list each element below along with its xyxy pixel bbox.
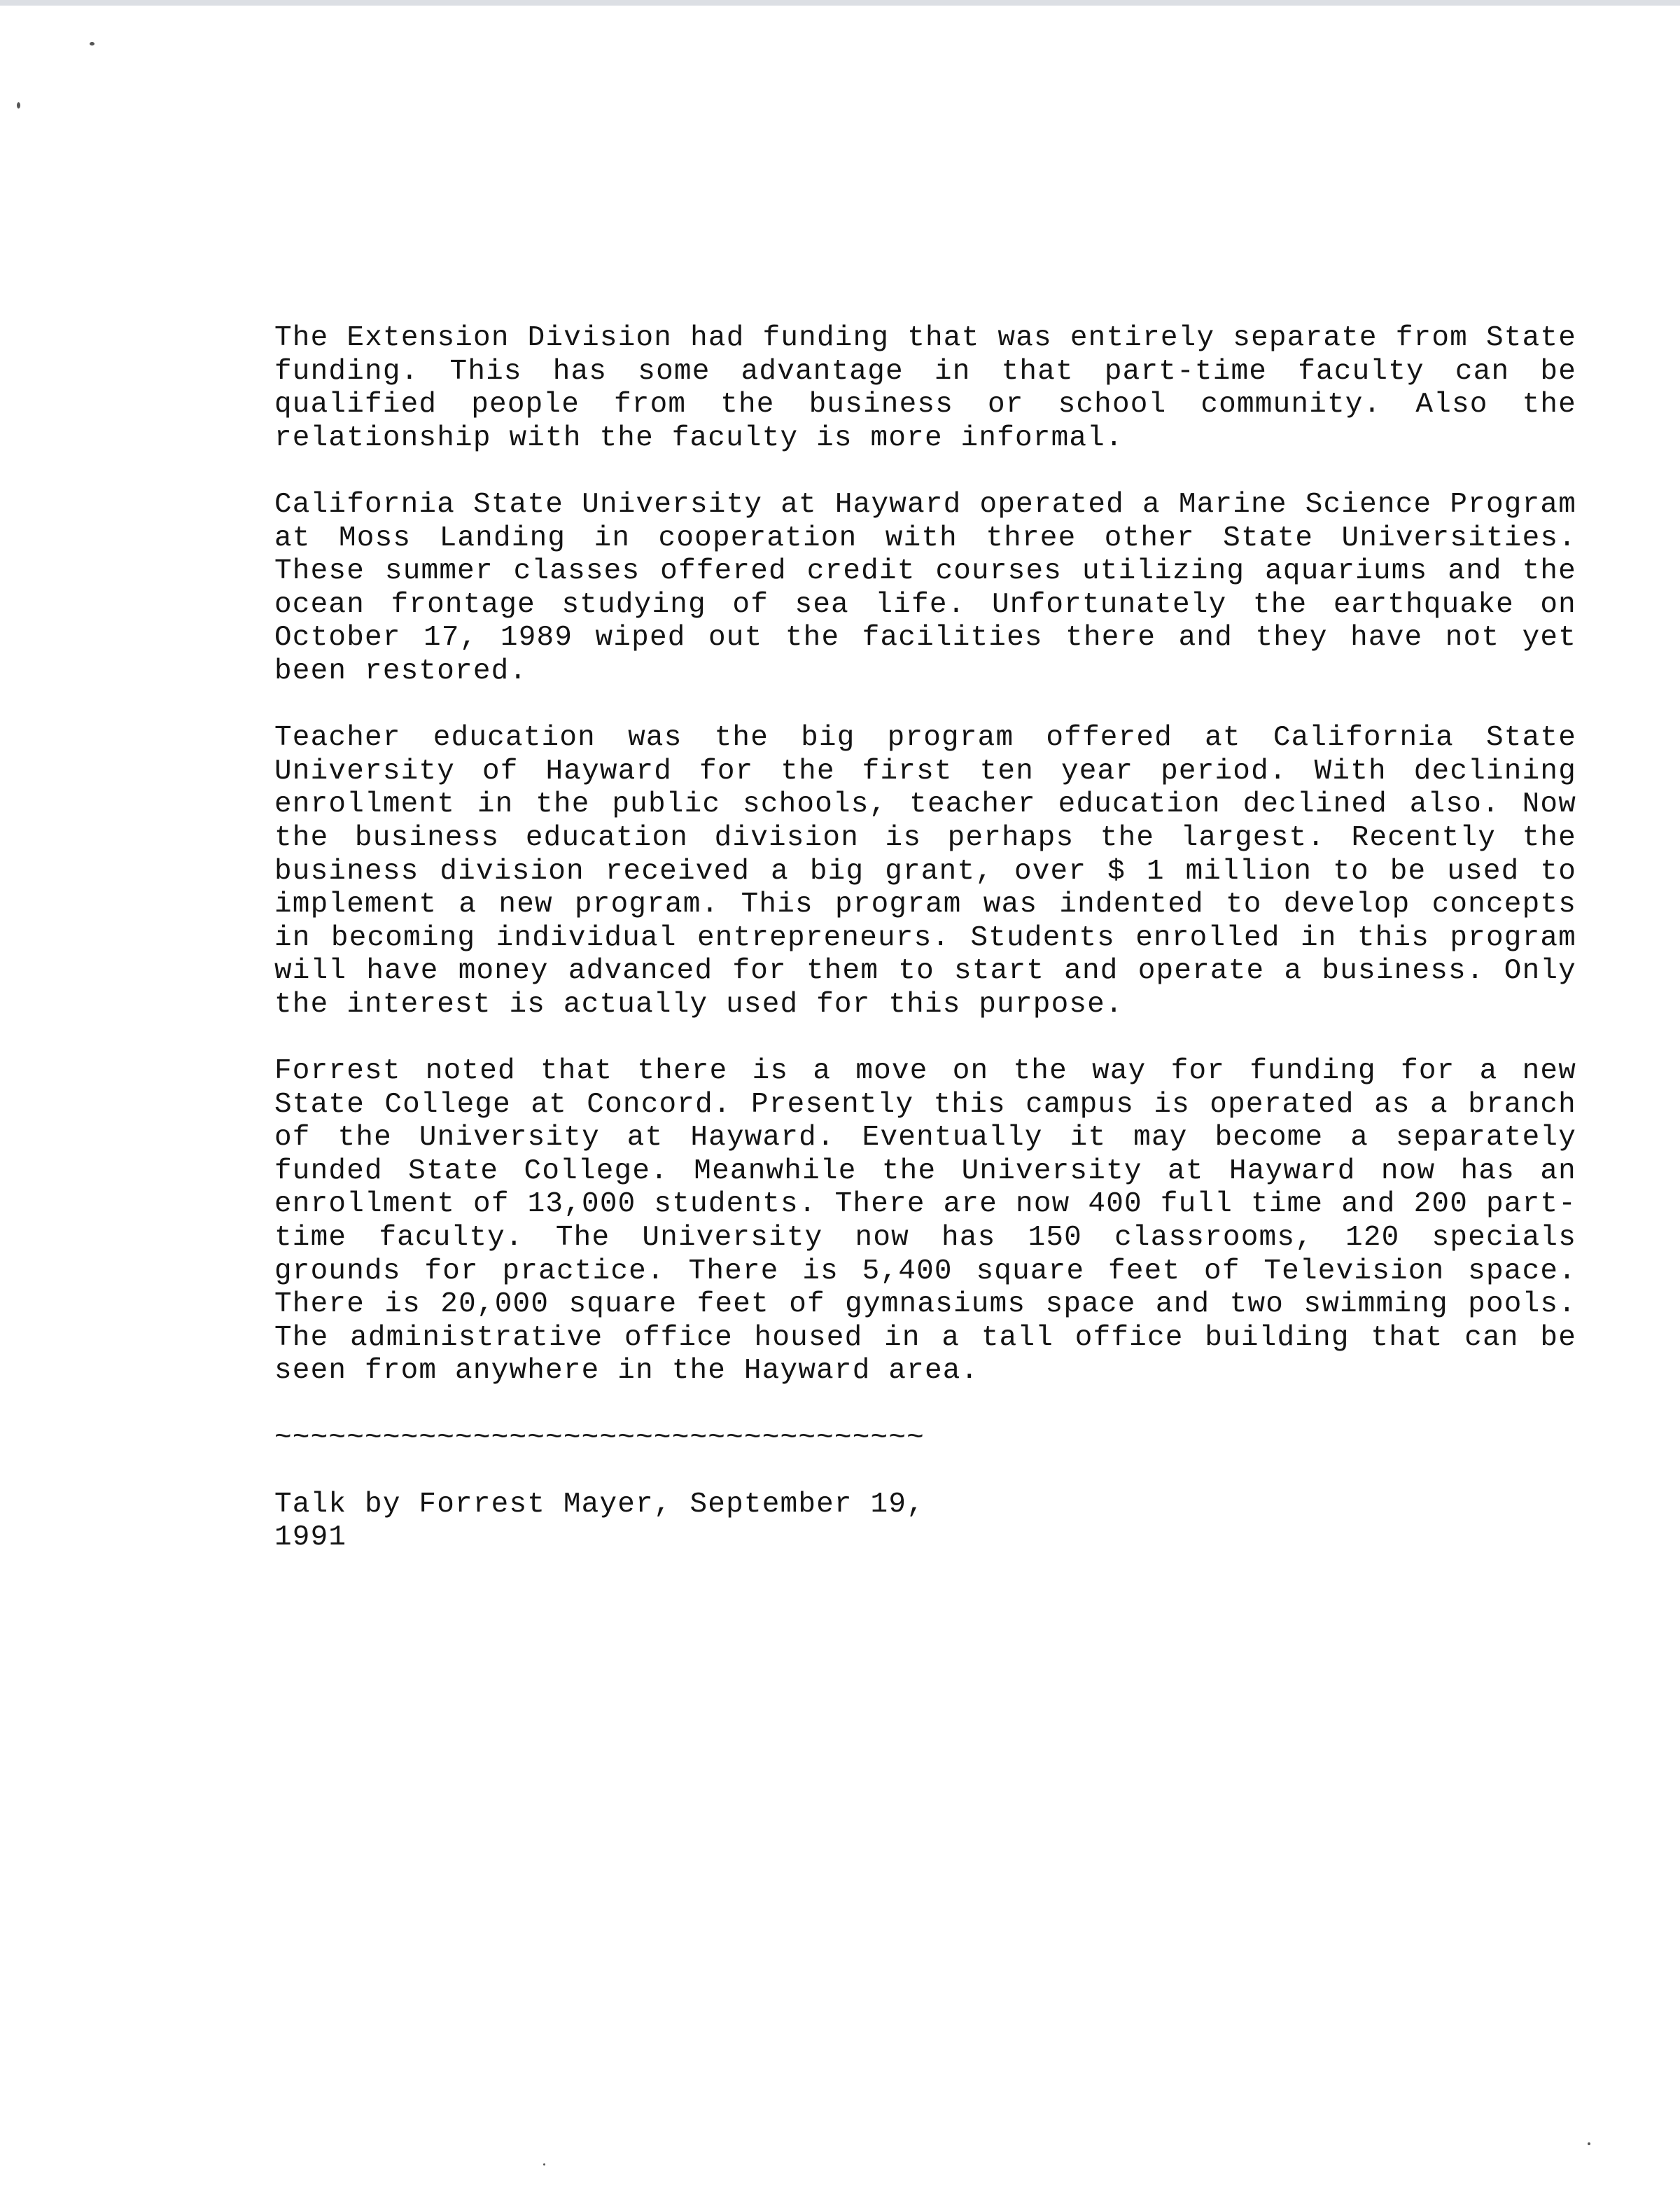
- document-body: [274, 322, 1576, 1555]
- scan-speck: [90, 42, 94, 46]
- paragraph-extension-division: The Extension Division had funding that was entirely separate from State funding. This has some advantage in that part-time faculty can be qualified people from the business or school community. Also the relationship with the faculty is more informal.: [274, 322, 1576, 454]
- paragraph-marine-science: California State University at Hayward operated a Marine Science Program at Moss Landing in cooperation with three other State Universities. These summer classes offered credit courses utilizing aquariums and the ocean frontage studying of sea life. Unfortunately the earthquake on October 17, 1989 wiped out the facilities there and they have not yet been restored.: [274, 488, 1576, 688]
- scan-speck: [1588, 2142, 1590, 2145]
- tilde-divider: ~~~~~~~~~~~~~~~~~~~~~~~~~~~~~~~~~~~~: [274, 1421, 925, 1454]
- scan-speck: [17, 102, 20, 109]
- scan-speck: [543, 2163, 545, 2165]
- paragraph-concord-campus: Forrest noted that there is a move on the way for funding for a new State College at Concord. Presently this campus is operated as a branch of the University at Hayward. Eventually it may become a separately funded State College. Meanwhile the University at Hayward now has an enrollment of 13,000 students. There are now 400 full time and 200 part-time faculty. The University now has 150 classrooms, 120 specials grounds for practice. There is 5,400 square feet of Television space. There is 20,000 square feet of gymnasiums space and two swimming pools. The administrative office housed in a tall office building that can be seen from anywhere in the Hayward area.: [274, 1055, 1576, 1388]
- talk-attribution: Talk by Forrest Mayer, September 19, 1991: [274, 1488, 925, 1554]
- paragraph-teacher-education: Teacher education was the big program offered at California State University of Hayward for the first ten year period. With declining enrollment in the public schools, teacher education declined also. Now the business education division is perhaps the largest. Recently the business division received a big grant, over $ 1 million to be used to implement a new program. This program was indented to develop concepts in becoming individual entrepreneurs. Students enrolled in this program will have money advanced for them to start and operate a business. Only the interest is actually used for this purpose.: [274, 722, 1576, 1021]
- scan-top-edge: [0, 0, 1680, 6]
